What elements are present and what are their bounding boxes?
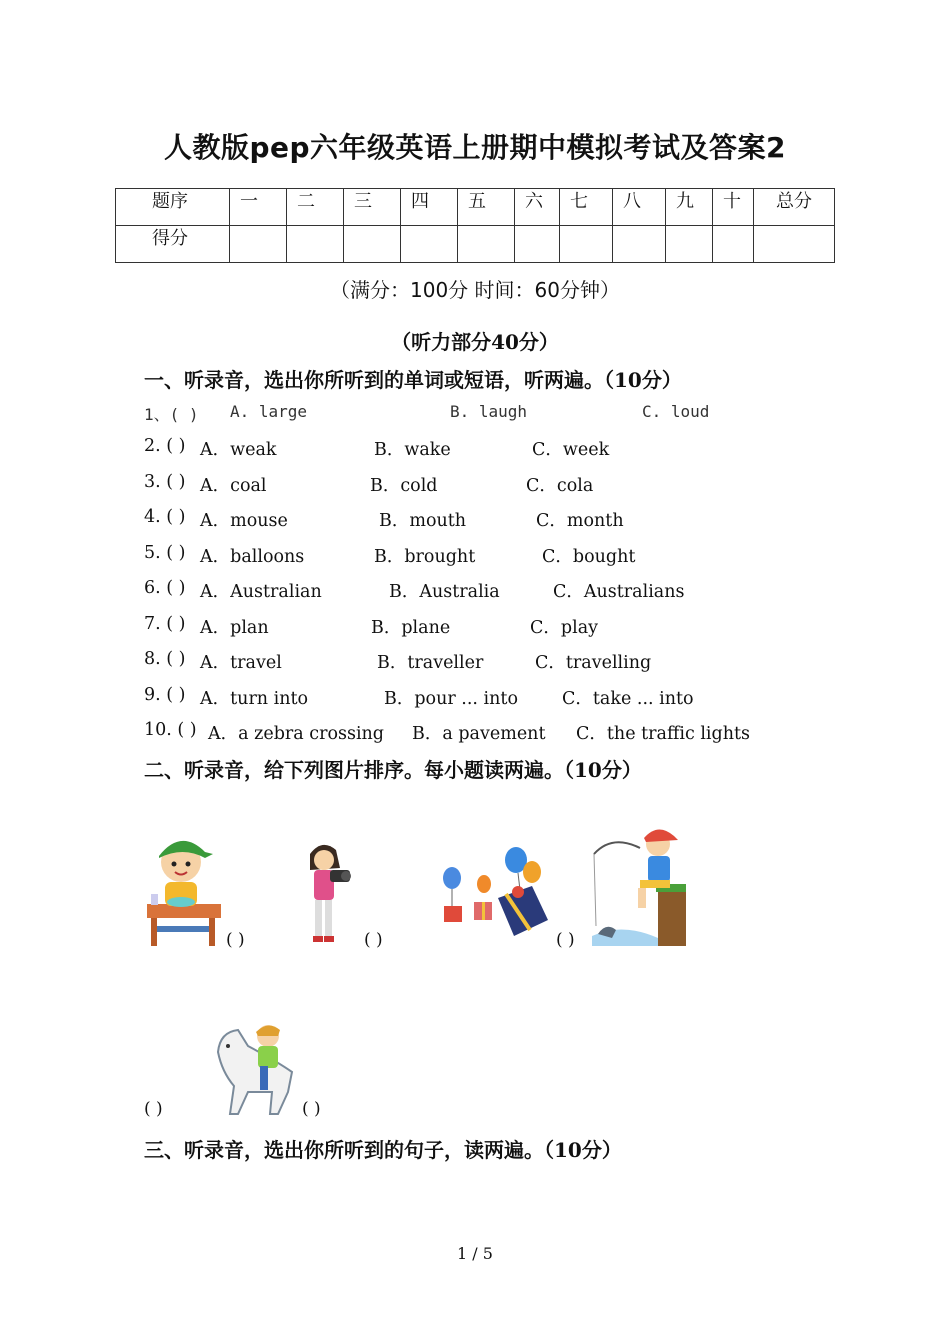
- option-a[interactable]: A．coal: [200, 476, 267, 496]
- question-number: 2. ( ): [144, 436, 186, 456]
- section1-title: 一、听录音，选出你所听到的单词或短语，听两遍。（10分）: [144, 368, 682, 392]
- table-header-cell: 一: [230, 189, 287, 226]
- score-cell[interactable]: [401, 226, 458, 263]
- option-c[interactable]: C．cola: [526, 476, 594, 496]
- question-row: [144, 543, 864, 569]
- question-row: [144, 507, 864, 533]
- option-b[interactable]: B．mouth: [379, 511, 467, 531]
- option-b[interactable]: B．a pavement: [412, 724, 546, 744]
- option-c[interactable]: C．month: [536, 511, 624, 531]
- table-header-cell: 七: [560, 189, 613, 226]
- option-c[interactable]: C．week: [532, 440, 610, 460]
- question-number: 10. ( ): [144, 720, 197, 740]
- question-row: [144, 472, 864, 498]
- option-a[interactable]: A．Australian: [200, 582, 322, 602]
- answer-blank[interactable]: ( ): [302, 1099, 321, 1119]
- score-cell[interactable]: [713, 226, 754, 263]
- option-c[interactable]: C．take ... into: [562, 689, 694, 709]
- option-a[interactable]: A．weak: [200, 440, 277, 460]
- boy-fishing-icon: [592, 826, 686, 946]
- table-header-cell: 四: [401, 189, 458, 226]
- boy-riding-horse-icon: [208, 1022, 300, 1116]
- exam-info: （满分：100分 时间：60分钟）: [330, 278, 620, 302]
- option-c[interactable]: C．Australians: [553, 582, 685, 602]
- section2-title: 二、听录音，给下列图片排序。每小题读两遍。（10分）: [144, 758, 642, 782]
- score-cell[interactable]: [666, 226, 713, 263]
- option-b[interactable]: B．wake: [374, 440, 451, 460]
- table-header-cell: 六: [515, 189, 560, 226]
- option-a[interactable]: A．turn into: [200, 689, 309, 709]
- gifts-balloons-icon: [440, 846, 552, 938]
- table-header-cell: 十: [713, 189, 754, 226]
- question-row: [144, 685, 864, 711]
- score-cell[interactable]: [515, 226, 560, 263]
- table-header-cell: 五: [458, 189, 515, 226]
- option-a[interactable]: A．a zebra crossing: [208, 724, 385, 744]
- option-a[interactable]: A．travel: [200, 653, 282, 673]
- score-cell[interactable]: [458, 226, 515, 263]
- question-number: 8. ( ): [144, 649, 186, 669]
- table-header-cell: 三: [344, 189, 401, 226]
- table-header-cell: 八: [613, 189, 666, 226]
- option-a[interactable]: A．plan: [200, 618, 269, 638]
- option-a[interactable]: A．mouse: [200, 511, 288, 531]
- score-cell[interactable]: [754, 226, 835, 263]
- question-row: [144, 649, 864, 675]
- question-row: [144, 436, 864, 462]
- option-b[interactable]: B．Australia: [389, 582, 500, 602]
- question-row: [144, 402, 864, 428]
- score-cell[interactable]: [560, 226, 613, 263]
- option-a[interactable]: A．balloons: [200, 547, 305, 567]
- option-a[interactable]: A. large: [230, 402, 308, 421]
- section3-title: 三、听录音，选出你所听到的句子，读两遍。（10分）: [144, 1138, 622, 1162]
- question-number: 9. ( ): [144, 685, 186, 705]
- question-number: 4. ( ): [144, 507, 186, 527]
- score-cell[interactable]: [613, 226, 666, 263]
- question-number: 7. ( ): [144, 614, 186, 634]
- option-b[interactable]: B．plane: [371, 618, 451, 638]
- score-cell[interactable]: [344, 226, 401, 263]
- score-cell[interactable]: [287, 226, 344, 263]
- boy-eating-icon: [143, 832, 223, 946]
- option-c[interactable]: C．the traffic lights: [576, 724, 751, 744]
- question-number: 1、( ): [144, 405, 199, 424]
- option-b[interactable]: B．pour ... into: [384, 689, 518, 709]
- table-header-cell: 二: [287, 189, 344, 226]
- question-number: 6. ( ): [144, 578, 186, 598]
- question-row: [144, 614, 864, 640]
- table-header-cell: 总分: [754, 189, 835, 226]
- question-row: [144, 720, 864, 746]
- option-b[interactable]: B．cold: [370, 476, 438, 496]
- option-b[interactable]: B．traveller: [377, 653, 484, 673]
- page-title: 人教版pep六年级英语上册期中模拟考试及答案2: [163, 131, 787, 164]
- option-c[interactable]: C. loud: [642, 402, 710, 421]
- option-c[interactable]: C．play: [530, 618, 599, 638]
- answer-blank[interactable]: ( ): [556, 930, 575, 950]
- question-number: 3. ( ): [144, 472, 186, 492]
- score-row-label: 得分: [116, 226, 230, 263]
- option-b[interactable]: B．brought: [374, 547, 476, 567]
- table-header-cell: 九: [666, 189, 713, 226]
- table-header-cell: 题序: [116, 189, 230, 226]
- page-number: 1 / 5: [457, 1244, 493, 1263]
- answer-blank[interactable]: ( ): [364, 930, 383, 950]
- question-row: [144, 578, 864, 604]
- score-table-header-row: [116, 189, 835, 226]
- girl-camera-icon: [300, 840, 360, 944]
- option-c[interactable]: C．bought: [542, 547, 636, 567]
- option-b[interactable]: B. laugh: [450, 402, 528, 421]
- listening-header: （听力部分40分）: [391, 330, 559, 354]
- score-table-score-row: [116, 226, 835, 263]
- answer-blank[interactable]: ( ): [144, 1099, 163, 1119]
- option-c[interactable]: C．travelling: [535, 653, 652, 673]
- score-cell[interactable]: [230, 226, 287, 263]
- score-table: [115, 188, 835, 263]
- question-number: 5. ( ): [144, 543, 186, 563]
- answer-blank[interactable]: ( ): [226, 930, 245, 950]
